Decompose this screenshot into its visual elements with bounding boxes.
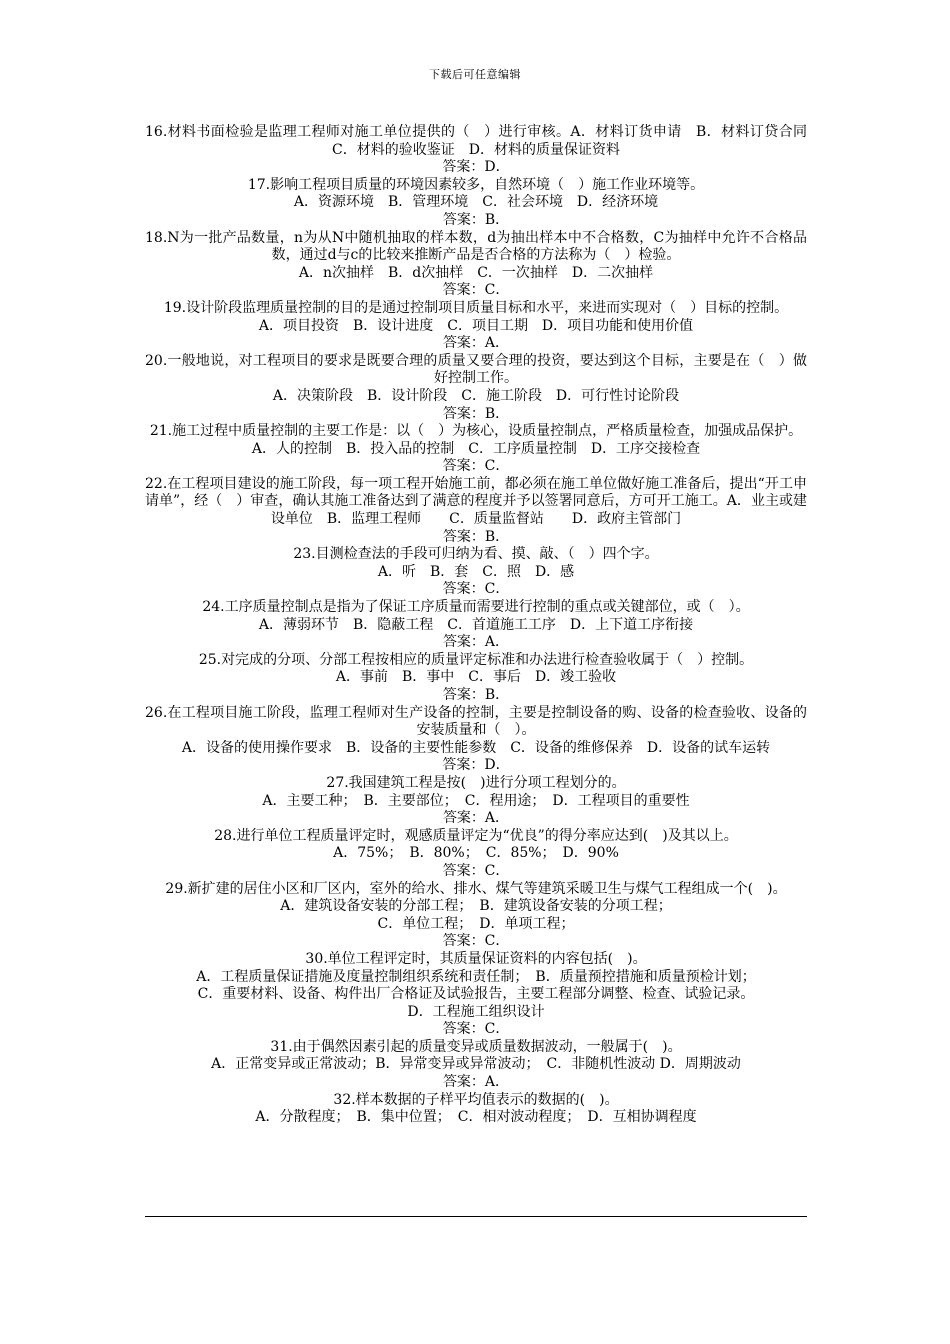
question-line: C．单位工程； D．单项工程； — [377, 915, 575, 932]
question-line: A．决策阶段 B．设计阶段 C．施工阶段 D．可行性讨论阶段 — [272, 387, 680, 404]
bottom-rule — [145, 1216, 807, 1217]
answer-line: 答案：A． — [442, 634, 510, 651]
answer-line: 答案：C． — [442, 862, 510, 879]
answer-line: 答案：A． — [442, 335, 510, 352]
question-line: A．设备的使用操作要求 B．设备的主要性能参数 C．设备的维修保养 D．设备的试车运转 — [181, 739, 771, 756]
question-line: 21.施工过程中质量控制的主要工作是：以（ ）为核心，设质量控制点，严格质量检查，加强成品保护。 — [149, 423, 803, 440]
question-line: A．75%； B．80%； C．85%； D．90% — [333, 845, 619, 862]
answer-line: 答案：B． — [442, 405, 510, 422]
question-line: 16.材料书面检验是监理工程师对施工单位提供的（ ）进行审核。A．材料订货申请 B．材料订贷合同 C．材料的验收鉴证 D．材料的质量保证资料 — [145, 124, 821, 158]
question-line: A．正常变异或正常波动；B．异常变异或异常波动； C．非随机性波动 D．周期波动 — [211, 1056, 741, 1073]
answer-line: 答案：D． — [442, 159, 510, 176]
question-line: A．n次抽样 B．d次抽样 C．一次抽样 D．二次抽样 — [298, 264, 654, 281]
question-line: 22.在工程项目建设的施工阶段，每一项工程开始施工前，都必须在施工单位做好施工准备后，提出“开工申请单”，经（ ）审查，确认其施工准备达到了满意的程度并予以签署同意后，方可开工施工。A．业主或建设单位 B．监理工程师 C．质量监督站 D．政府主管部门 — [145, 475, 807, 528]
answer-line: 答案：D． — [442, 757, 510, 774]
question-line: A．建筑设备安装的分部工程； B．建筑设备安装的分项工程； — [280, 898, 672, 915]
question-line: 29.新扩建的居住小区和厂区内，室外的给水、排水、煤气等建筑采暖卫生与煤气工程组成一个( )。 — [165, 880, 787, 897]
question-line: 30.单位工程评定时，其质量保证资料的内容包括( )。 — [305, 950, 647, 967]
question-line: 27.我国建筑工程是按( )进行分项工程划分的。 — [326, 774, 626, 791]
question-line: 19.设计阶段监理质量控制的目的是通过控制项目质量目标和水平，来进而实现对（ ）目标的控制。 — [163, 299, 789, 316]
question-line: A．项目投资 B．设计进度 C．项目工期 D．项目功能和使用价值 — [258, 317, 694, 334]
page-header: 下载后可任意编辑 — [429, 68, 521, 81]
question-line: A．分散程度； B．集中位置； C．相对波动程度； D．互相协调程度 — [255, 1109, 697, 1126]
question-line: 25.对完成的分项、分部工程按相应的质量评定标准和办法进行检查验收属于（ ）控制。 — [198, 651, 754, 668]
answer-line: 答案：C． — [442, 581, 510, 598]
question-line: 17.影响工程项目质量的环境因素较多，自然环境（ ）施工作业环境等。 — [247, 176, 705, 193]
question-line: 32.样本数据的子样平均值表示的数据的( )。 — [333, 1091, 619, 1108]
answer-line: 答案：A． — [442, 1074, 510, 1091]
question-line: A．资源环境 B．管理环境 C．社会环境 D．经济环境 — [293, 194, 659, 211]
question-line: 28.进行单位工程质量评定时，观感质量评定为“优良”的得分率应达到( )及其以上。 — [214, 827, 738, 844]
answer-line: 答案：C． — [442, 1021, 510, 1038]
question-list — [145, 124, 821, 1127]
question-line: A．人的控制 B．投入品的控制 C．工序质量控制 D．工序交接检查 — [251, 440, 701, 457]
question-line: A．薄弱环节 B．隐蔽工程 C．首道施工工序 D．上下道工序衔接 — [258, 616, 694, 633]
question-line: A．主要工种； B．主要部位； C．程用途； D．工程项目的重要性 — [262, 792, 690, 809]
answer-line: 答案：B． — [442, 211, 510, 228]
question-line: D．工程施工组织设计 — [407, 1003, 545, 1020]
question-line: 26.在工程项目施工阶段，监理工程师对生产设备的控制，主要是控制设备的购、设备的检查验收、设备的安装质量和（ ）。 — [145, 704, 807, 739]
question-line: A．工程质量保证措施及度量控制组织系统和责任制； B．质量预控措施和质量预检计划； — [196, 968, 756, 985]
answer-line: 答案：C． — [442, 282, 510, 299]
question-line: 24.工序质量控制点是指为了保证工序质量而需要进行控制的重点或关键部位，或（ ）。 — [202, 599, 750, 616]
question-line: 31.由于偶然因素引起的质量变异或质量数据波动，一般属于( )。 — [270, 1038, 682, 1055]
question-line: A．听 B．套 C．照 D．感 — [377, 563, 575, 580]
question-line: 23.目测检查法的手段可归纳为看、摸、敲、（ ）四个字。 — [293, 546, 659, 563]
question-line: C．重要材料、设备、构件出厂合格证及试验报告，主要工程部分调整、检查、试验记录。 — [197, 986, 755, 1003]
answer-line: 答案：C． — [442, 458, 510, 475]
answer-line: 答案：A． — [442, 810, 510, 827]
question-line: 18.N为一批产品数量，n为从N中随机抽取的样本数，d为抽出样本中不合格数，C为抽样中允许不合格品数，通过d与c的比较来推断产品是否合格的方法称为（ ）检验。 — [145, 229, 807, 264]
question-line: A．事前 B．事中 C．事后 D．竣工验收 — [335, 669, 617, 686]
answer-line: 答案：C． — [442, 933, 510, 950]
question-line: 20.一般地说，对工程项目的要求是既要合理的质量又要合理的投资，要达到这个目标，主要是在（ ）做好控制工作。 — [145, 352, 807, 387]
answer-line: 答案：B． — [442, 528, 510, 545]
answer-line: 答案：B． — [442, 687, 510, 703]
